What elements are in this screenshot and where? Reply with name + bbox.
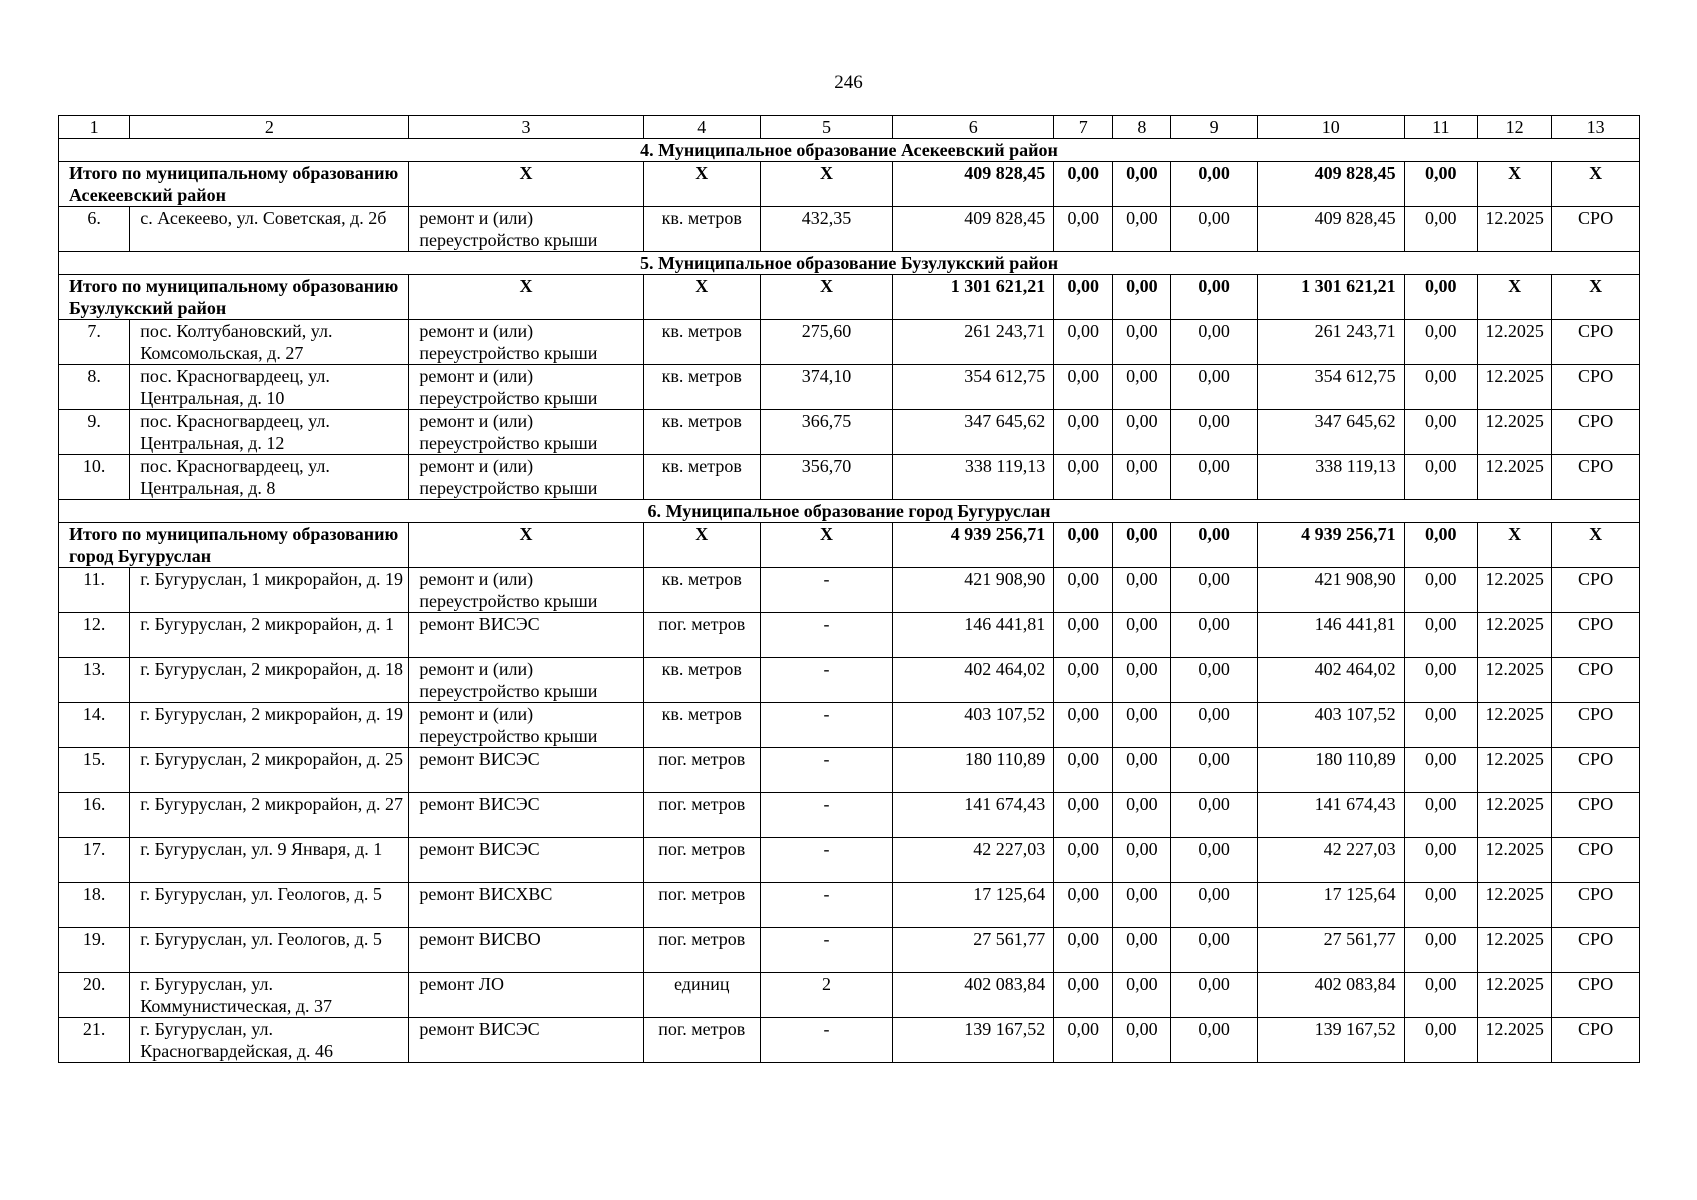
table-cell: 402 464,02 [1257,658,1404,703]
total-cell: X [1477,162,1551,207]
table-cell: 409 828,45 [1257,207,1404,252]
section-title-row [59,252,1640,275]
table-cell: 0,00 [1054,1018,1113,1063]
section-total-row [59,523,1640,568]
table-cell: пог. метров [643,928,760,973]
table-cell: СРО [1552,838,1640,883]
table-cell: 0,00 [1113,883,1171,928]
table-cell: ремонт ВИСЭС [409,793,643,838]
table-cell: 0,00 [1113,793,1171,838]
table-cell: 0,00 [1171,838,1258,883]
table-cell: 0,00 [1404,658,1477,703]
section-title-row [59,500,1640,523]
total-cell: X [409,162,643,207]
table-cell: 347 645,62 [893,410,1054,455]
table-cell: 0,00 [1404,410,1477,455]
total-cell: X [760,275,892,320]
total-cell: 0,00 [1171,275,1258,320]
table-cell: г. Бугуруслан, 1 микрорайон, д. 19 [130,568,409,613]
table-cell: 17 125,64 [1257,883,1404,928]
table-cell: СРО [1552,455,1640,500]
table-cell: 0,00 [1171,748,1258,793]
table-cell: 146 441,81 [1257,613,1404,658]
table-cell: г. Бугуруслан, 2 микрорайон, д. 25 [130,748,409,793]
table-cell: г. Бугуруслан, ул. Геологов, д. 5 [130,928,409,973]
total-cell: 0,00 [1054,162,1113,207]
table-cell: СРО [1552,928,1640,973]
table-cell: 0,00 [1404,973,1477,1018]
table-cell: 12.2025 [1477,748,1551,793]
table-row [59,568,1640,613]
table-cell: пог. метров [643,1018,760,1063]
total-cell: X [1552,275,1640,320]
table-row [59,1018,1640,1063]
table-cell: кв. метров [643,568,760,613]
table-cell: СРО [1552,748,1640,793]
table-cell: 0,00 [1054,658,1113,703]
table-row [59,455,1640,500]
table-cell: ремонт ВИСЭС [409,1018,643,1063]
column-number: 4 [643,116,760,139]
table-cell: 338 119,13 [1257,455,1404,500]
column-number: 1 [59,116,130,139]
table-cell: 12.2025 [1477,365,1551,410]
total-cell: X [760,162,892,207]
table-cell: пос. Красногвардеец, ул. Центральная, д. 10 [130,365,409,410]
table-cell: 338 119,13 [893,455,1054,500]
table-cell: 261 243,71 [1257,320,1404,365]
column-number-row [59,116,1640,139]
table-cell: СРО [1552,613,1640,658]
table-cell: ремонт ВИСЭС [409,838,643,883]
table-cell: 0,00 [1113,410,1171,455]
section-title: 5. Муниципальное образование Бузулукский район [59,252,1640,275]
table-row [59,838,1640,883]
table-cell: - [760,793,892,838]
table-cell: ремонт и (или) переустройство крыши [409,410,643,455]
table-cell: 0,00 [1171,883,1258,928]
table-cell: ремонт ВИСЭС [409,748,643,793]
table-cell: 261 243,71 [893,320,1054,365]
table-cell: СРО [1552,658,1640,703]
table-cell: - [760,748,892,793]
table-cell: 0,00 [1113,973,1171,1018]
table-row [59,883,1640,928]
table-cell: 402 083,84 [1257,973,1404,1018]
table-cell: ремонт и (или) переустройство крыши [409,568,643,613]
table-cell: 0,00 [1171,658,1258,703]
total-cell: X [643,523,760,568]
table-cell: ремонт и (или) переустройство крыши [409,365,643,410]
table-cell: - [760,928,892,973]
table-cell: 0,00 [1404,1018,1477,1063]
table-cell: СРО [1552,703,1640,748]
table-cell: 0,00 [1054,883,1113,928]
table-row [59,973,1640,1018]
table-cell: 141 674,43 [1257,793,1404,838]
total-cell: X [1552,523,1640,568]
section-total-row [59,162,1640,207]
table-cell: кв. метров [643,207,760,252]
table-cell: 13. [59,658,130,703]
table-cell: 12.2025 [1477,320,1551,365]
total-cell: X [1477,523,1551,568]
total-cell: X [643,275,760,320]
table-cell: - [760,883,892,928]
table-cell: 0,00 [1171,1018,1258,1063]
table-cell: 0,00 [1404,703,1477,748]
total-label: Итого по муниципальному образованию Асекеевский район [59,162,409,207]
table-cell: 0,00 [1404,455,1477,500]
table-cell: 0,00 [1054,973,1113,1018]
table-cell: пог. метров [643,793,760,838]
table-cell: 0,00 [1054,320,1113,365]
table-cell: 12.2025 [1477,568,1551,613]
table-cell: ремонт и (или) переустройство крыши [409,455,643,500]
table-cell: ремонт и (или) переустройство крыши [409,658,643,703]
table-cell: СРО [1552,365,1640,410]
table-row [59,793,1640,838]
total-cell: X [643,162,760,207]
total-cell: X [409,275,643,320]
table-cell: 14. [59,703,130,748]
table-cell: 0,00 [1404,613,1477,658]
column-number: 6 [893,116,1054,139]
table-cell: 27 561,77 [893,928,1054,973]
table-cell: 432,35 [760,207,892,252]
table-cell: пог. метров [643,883,760,928]
column-number: 11 [1404,116,1477,139]
column-number: 10 [1257,116,1404,139]
table-cell: ремонт ВИСХВС [409,883,643,928]
table-cell: 19. [59,928,130,973]
table-cell: 0,00 [1054,568,1113,613]
table-cell: 12.2025 [1477,410,1551,455]
table-cell: 0,00 [1113,320,1171,365]
total-label: Итого по муниципальному образованию город Бугуруслан [59,523,409,568]
table-cell: 139 167,52 [1257,1018,1404,1063]
table-cell: 42 227,03 [893,838,1054,883]
table-cell: 0,00 [1171,410,1258,455]
table-cell: 20. [59,973,130,1018]
works-table [58,115,1640,1063]
column-number: 12 [1477,116,1551,139]
table-cell: 12.2025 [1477,838,1551,883]
table-cell: 12.2025 [1477,703,1551,748]
table-cell: СРО [1552,793,1640,838]
column-number: 7 [1054,116,1113,139]
table-cell: 12.2025 [1477,613,1551,658]
total-cell: 0,00 [1054,275,1113,320]
table-cell: 0,00 [1054,928,1113,973]
table-cell: 2 [760,973,892,1018]
table-cell: 7. [59,320,130,365]
table-cell: 0,00 [1171,973,1258,1018]
table-cell: 0,00 [1171,613,1258,658]
total-cell: 1 301 621,21 [893,275,1054,320]
table-cell: кв. метров [643,455,760,500]
table-cell: 0,00 [1171,365,1258,410]
total-label: Итого по муниципальному образованию Бузулукский район [59,275,409,320]
total-cell: 0,00 [1404,162,1477,207]
total-cell: 1 301 621,21 [1257,275,1404,320]
table-cell: 374,10 [760,365,892,410]
table-cell: - [760,568,892,613]
table-cell: 0,00 [1404,320,1477,365]
table-cell: кв. метров [643,703,760,748]
table-cell: 356,70 [760,455,892,500]
table-cell: - [760,658,892,703]
table-cell: 0,00 [1113,703,1171,748]
table-cell: 403 107,52 [893,703,1054,748]
table-row [59,320,1640,365]
table-cell: 12.2025 [1477,207,1551,252]
table-row [59,207,1640,252]
table-cell: 0,00 [1054,455,1113,500]
table-cell: ремонт и (или) переустройство крыши [409,320,643,365]
table-cell: 0,00 [1404,207,1477,252]
table-cell: 0,00 [1113,613,1171,658]
table-cell: 141 674,43 [893,793,1054,838]
table-cell: 0,00 [1054,365,1113,410]
table-cell: пог. метров [643,838,760,883]
table-cell: ремонт и (или) переустройство крыши [409,207,643,252]
table-cell: г. Бугуруслан, ул. Коммунистическая, д. 37 [130,973,409,1018]
table-cell: СРО [1552,207,1640,252]
table-cell: 421 908,90 [1257,568,1404,613]
table-cell: 12.2025 [1477,455,1551,500]
table-cell: 12.2025 [1477,658,1551,703]
table-row [59,365,1640,410]
table-cell: 0,00 [1054,410,1113,455]
table-cell: 402 464,02 [893,658,1054,703]
table-row [59,703,1640,748]
total-cell: 409 828,45 [893,162,1054,207]
column-number: 8 [1113,116,1171,139]
table-cell: кв. метров [643,410,760,455]
table-cell: г. Бугуруслан, 2 микрорайон, д. 27 [130,793,409,838]
table-cell: 0,00 [1113,455,1171,500]
total-cell: X [1552,162,1640,207]
table-cell: 27 561,77 [1257,928,1404,973]
table-cell: 0,00 [1113,928,1171,973]
table-cell: с. Асекеево, ул. Советская, д. 2б [130,207,409,252]
total-cell: X [1477,275,1551,320]
table-cell: 347 645,62 [1257,410,1404,455]
table-row [59,658,1640,703]
table-cell: пос. Красногвардеец, ул. Центральная, д. 8 [130,455,409,500]
table-cell: ремонт и (или) переустройство крыши [409,703,643,748]
table-cell: ремонт ЛО [409,973,643,1018]
table-cell: 0,00 [1404,748,1477,793]
table-cell: - [760,613,892,658]
table-cell: 12.2025 [1477,928,1551,973]
total-cell: 0,00 [1054,523,1113,568]
table-cell: 0,00 [1171,455,1258,500]
table-cell: 409 828,45 [893,207,1054,252]
total-cell: 0,00 [1113,162,1171,207]
total-cell: 0,00 [1404,523,1477,568]
table-cell: г. Бугуруслан, ул. Геологов, д. 5 [130,883,409,928]
table-cell: 16. [59,793,130,838]
table-cell: 0,00 [1054,748,1113,793]
table-cell: 10. [59,455,130,500]
table-cell: 0,00 [1404,838,1477,883]
table-cell: 366,75 [760,410,892,455]
table-cell: 0,00 [1404,365,1477,410]
table-cell: 354 612,75 [893,365,1054,410]
table-cell: ремонт ВИСВО [409,928,643,973]
page-number: 246 [834,72,863,93]
table-cell: 0,00 [1404,793,1477,838]
table-cell: 139 167,52 [893,1018,1054,1063]
table-cell: 11. [59,568,130,613]
table-cell: г. Бугуруслан, ул. 9 Января, д. 1 [130,838,409,883]
table-cell: 402 083,84 [893,973,1054,1018]
column-number: 9 [1171,116,1258,139]
table-cell: 0,00 [1113,658,1171,703]
table-cell: 180 110,89 [893,748,1054,793]
table-cell: 275,60 [760,320,892,365]
table-cell: 17 125,64 [893,883,1054,928]
table-cell: пог. метров [643,613,760,658]
table-cell: - [760,703,892,748]
table-cell: 21. [59,1018,130,1063]
table-cell: 0,00 [1113,207,1171,252]
section-title-row [59,139,1640,162]
total-cell: 0,00 [1113,275,1171,320]
table-cell: 0,00 [1054,793,1113,838]
table-cell: СРО [1552,973,1640,1018]
table-cell: 421 908,90 [893,568,1054,613]
table-cell: 0,00 [1171,320,1258,365]
table-cell: пог. метров [643,748,760,793]
table-cell: 403 107,52 [1257,703,1404,748]
table-cell: СРО [1552,410,1640,455]
table-cell: 0,00 [1171,793,1258,838]
table-cell: единиц [643,973,760,1018]
table-cell: 6. [59,207,130,252]
column-number: 13 [1552,116,1640,139]
total-cell: 4 939 256,71 [893,523,1054,568]
table-cell: 0,00 [1113,748,1171,793]
table-cell: 12.2025 [1477,793,1551,838]
table-cell: СРО [1552,320,1640,365]
table-cell: г. Бугуруслан, 2 микрорайон, д. 18 [130,658,409,703]
section-title: 6. Муниципальное образование город Бугуруслан [59,500,1640,523]
table-cell: ремонт ВИСЭС [409,613,643,658]
column-number: 5 [760,116,892,139]
table-row [59,410,1640,455]
table-cell: 0,00 [1171,207,1258,252]
table-cell: 15. [59,748,130,793]
total-cell: 0,00 [1171,523,1258,568]
table-cell: 9. [59,410,130,455]
table-cell: - [760,1018,892,1063]
table-cell: 12. [59,613,130,658]
table-cell: 0,00 [1113,568,1171,613]
table-cell: 12.2025 [1477,883,1551,928]
table-cell: 0,00 [1054,207,1113,252]
table-cell: 0,00 [1113,365,1171,410]
table-cell: 0,00 [1404,883,1477,928]
table-cell: 18. [59,883,130,928]
table-cell: кв. метров [643,320,760,365]
table-cell: пос. Колтубановский, ул. Комсомольская, д. 27 [130,320,409,365]
table-row [59,613,1640,658]
table-cell: 0,00 [1054,703,1113,748]
column-number: 2 [130,116,409,139]
table-cell: 0,00 [1404,928,1477,973]
table-cell: г. Бугуруслан, 2 микрорайон, д. 1 [130,613,409,658]
table-row [59,748,1640,793]
total-cell: X [409,523,643,568]
total-cell: 0,00 [1171,162,1258,207]
total-cell: 0,00 [1404,275,1477,320]
table-cell: СРО [1552,883,1640,928]
table-cell: 42 227,03 [1257,838,1404,883]
table-cell: кв. метров [643,658,760,703]
table-cell: г. Бугуруслан, ул. Красногвардейская, д. 46 [130,1018,409,1063]
table-cell: 180 110,89 [1257,748,1404,793]
table-cell: СРО [1552,1018,1640,1063]
table-cell: СРО [1552,568,1640,613]
table-cell: 0,00 [1054,838,1113,883]
section-title: 4. Муниципальное образование Асекеевский район [59,139,1640,162]
total-cell: 0,00 [1113,523,1171,568]
table-cell: 12.2025 [1477,973,1551,1018]
table-cell: 12.2025 [1477,1018,1551,1063]
table-cell: кв. метров [643,365,760,410]
table-cell: г. Бугуруслан, 2 микрорайон, д. 19 [130,703,409,748]
table-cell: 146 441,81 [893,613,1054,658]
table-cell: 8. [59,365,130,410]
section-total-row [59,275,1640,320]
table-cell: 354 612,75 [1257,365,1404,410]
table-cell: пос. Красногвардеец, ул. Центральная, д. 12 [130,410,409,455]
table-row [59,928,1640,973]
total-cell: X [760,523,892,568]
table-cell: - [760,838,892,883]
table-cell: 0,00 [1113,1018,1171,1063]
table-cell: 0,00 [1171,928,1258,973]
table-cell: 17. [59,838,130,883]
table-cell: 0,00 [1171,568,1258,613]
total-cell: 4 939 256,71 [1257,523,1404,568]
table-cell: 0,00 [1404,568,1477,613]
table-cell: 0,00 [1113,838,1171,883]
total-cell: 409 828,45 [1257,162,1404,207]
table-cell: 0,00 [1054,613,1113,658]
column-number: 3 [409,116,643,139]
table-cell: 0,00 [1171,703,1258,748]
